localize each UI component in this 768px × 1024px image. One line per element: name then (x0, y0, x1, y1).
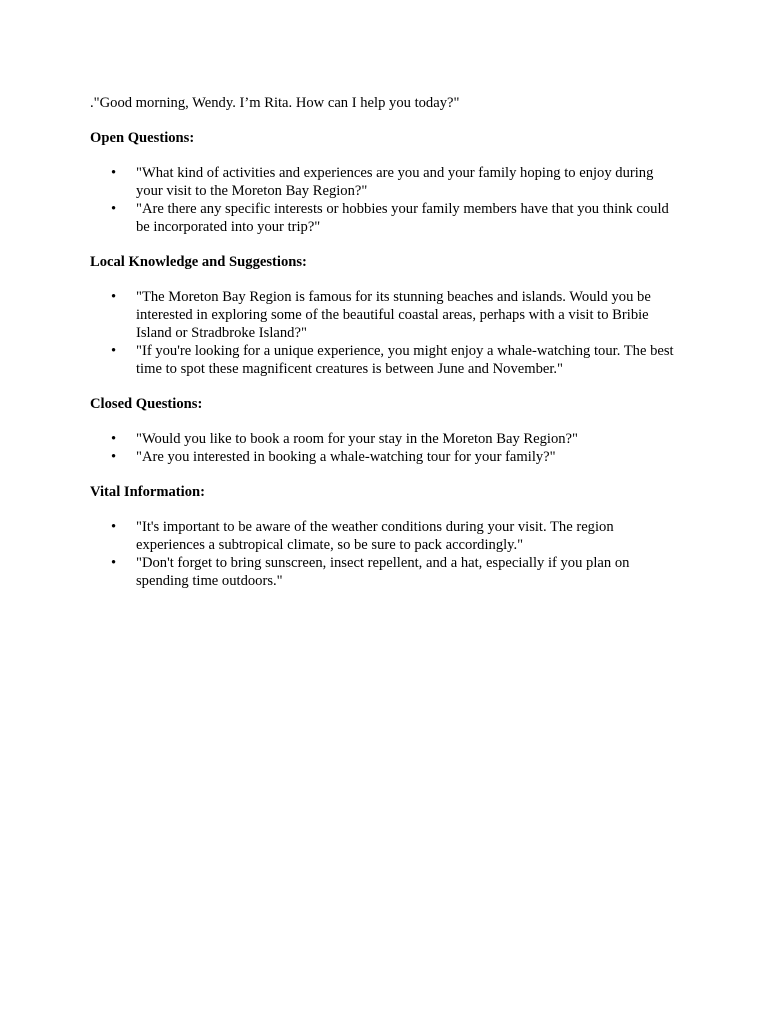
bullet-icon: • (111, 201, 117, 217)
list-item-text: "Are there any specific interests or hobbies your family members have that you think could be incorporated into your trip?" (136, 201, 669, 235)
greeting-line: ."Good morning, Wendy. I’m Rita. How can I help you today?" (90, 95, 460, 111)
section-vital-information (90, 483, 680, 590)
list-item-text: "The Moreton Bay Region is famous for its stunning beaches and islands. Would you be interested in exploring some of the beautiful coastal areas, perhaps with a visit to Bribie Island or Stradbroke Island?" (136, 289, 651, 341)
bullet-list (90, 430, 680, 466)
section-heading: Closed Questions: (90, 396, 203, 412)
list-item (90, 448, 680, 466)
bullet-icon: • (111, 289, 117, 305)
section-heading: Open Questions: (90, 130, 195, 146)
section-open-questions (90, 129, 680, 236)
list-item (90, 164, 680, 200)
bullet-list (90, 288, 680, 378)
bullet-icon: • (111, 431, 117, 447)
document-page (90, 94, 680, 607)
bullet-icon: • (111, 519, 117, 535)
list-item-text: "Would you like to book a room for your stay in the Moreton Bay Region?" (136, 431, 578, 447)
list-item (90, 554, 680, 590)
list-item-text: "What kind of activities and experiences are you and your family hoping to enjoy during your visit to the Moreton Bay Region?" (136, 165, 654, 199)
bullet-icon: • (111, 343, 117, 359)
list-item (90, 200, 680, 236)
bullet-icon: • (111, 165, 117, 181)
bullet-icon: • (111, 449, 117, 465)
list-item (90, 518, 680, 554)
list-item-text: "Are you interested in booking a whale-watching tour for your family?" (136, 449, 556, 465)
section-heading: Vital Information: (90, 484, 205, 500)
list-item-text: "It's important to be aware of the weather conditions during your visit. The region experiences a subtropical climate, so be sure to pack accordingly." (136, 519, 614, 553)
list-item (90, 430, 680, 448)
bullet-icon: • (111, 555, 117, 571)
bullet-list (90, 518, 680, 590)
section-heading: Local Knowledge and Suggestions: (90, 254, 307, 270)
section-local-knowledge (90, 253, 680, 378)
section-closed-questions (90, 395, 680, 466)
list-item (90, 342, 680, 378)
list-item-text: "If you're looking for a unique experience, you might enjoy a whale-watching tour. The best time to spot these magnificent creatures is between June and November." (136, 343, 674, 377)
list-item (90, 288, 680, 342)
list-item-text: "Don't forget to bring sunscreen, insect repellent, and a hat, especially if you plan on spending time outdoors." (136, 555, 630, 589)
bullet-list (90, 164, 680, 236)
